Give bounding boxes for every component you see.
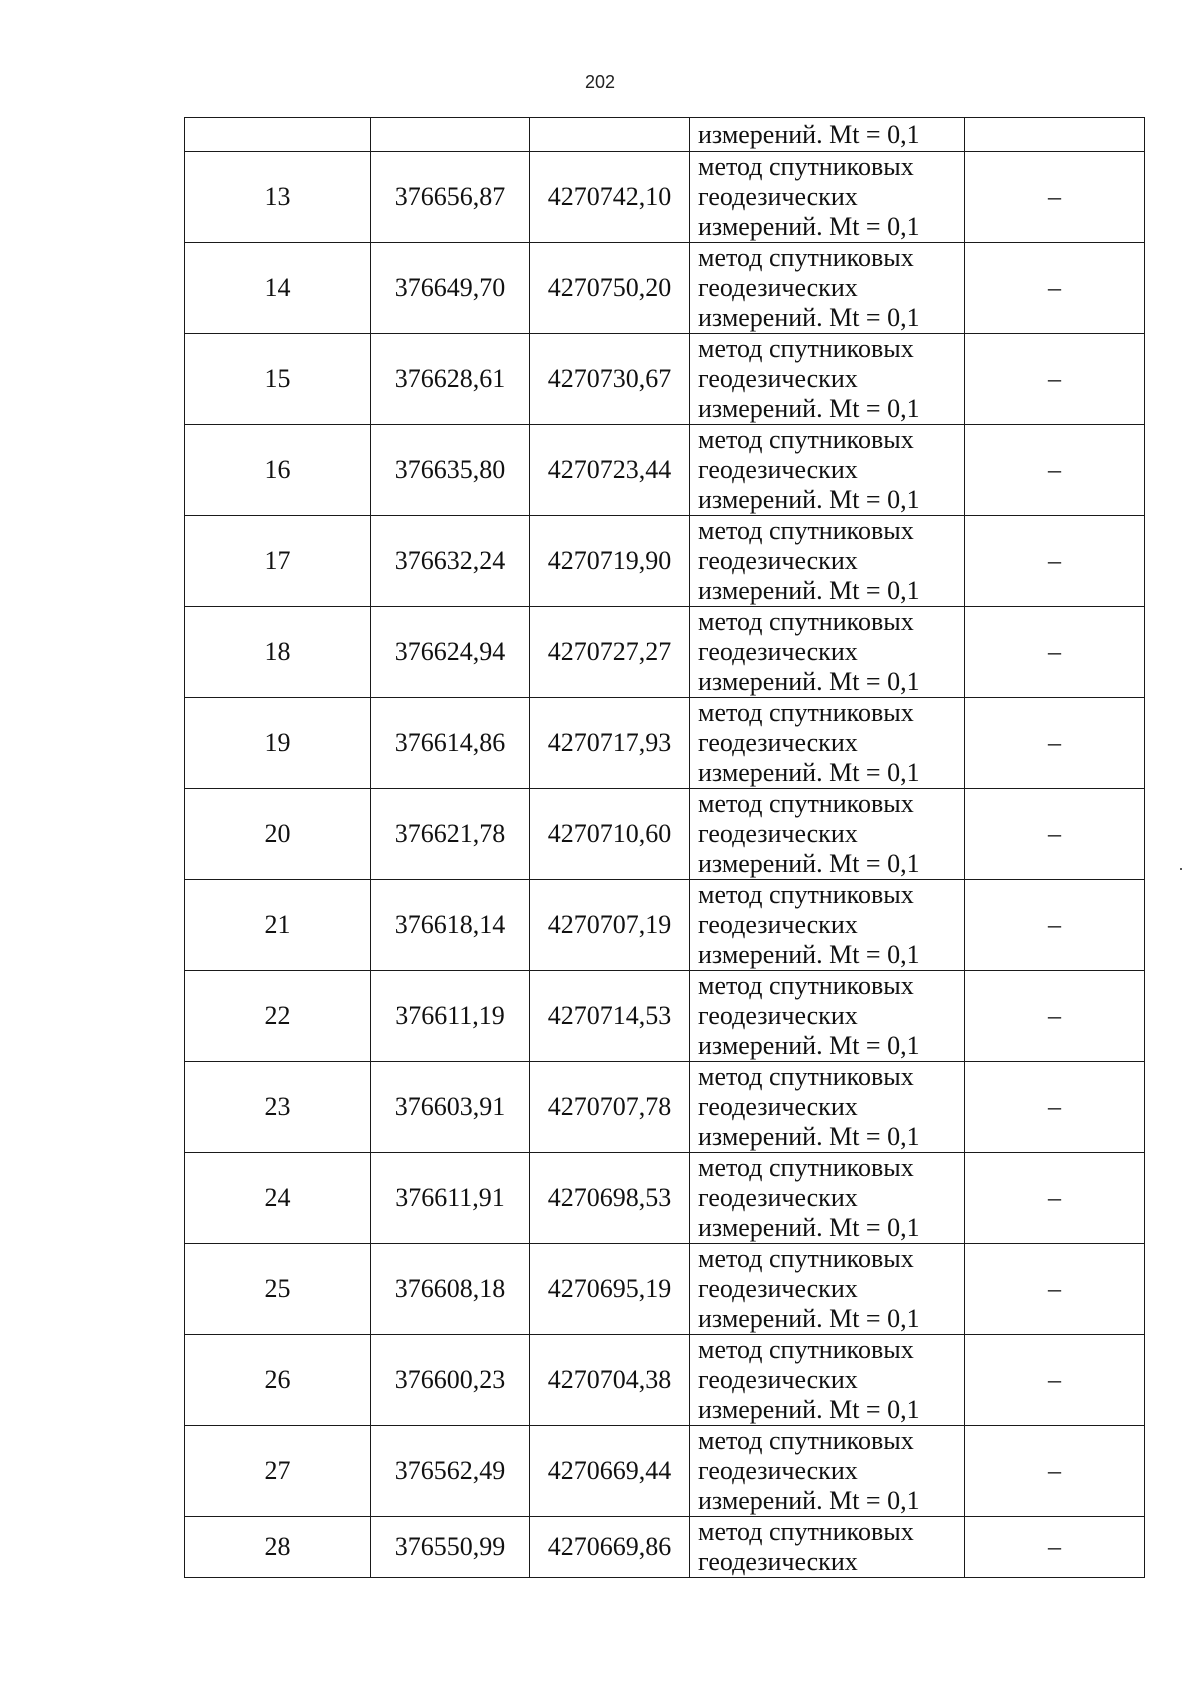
cell-accuracy: – xyxy=(965,1062,1145,1153)
cell-accuracy: – xyxy=(965,152,1145,243)
cell-accuracy: – xyxy=(965,1244,1145,1335)
table-row xyxy=(185,607,1145,698)
table-row xyxy=(185,880,1145,971)
cell-num: 18 xyxy=(185,607,371,698)
cell-num: 23 xyxy=(185,1062,371,1153)
cell-num: 24 xyxy=(185,1153,371,1244)
method-line: измерений. Mt = 0,1 xyxy=(698,1213,920,1242)
method-line: геодезических xyxy=(698,182,858,211)
cell-method xyxy=(690,1335,965,1426)
cell-y xyxy=(530,118,690,152)
cell-accuracy xyxy=(965,118,1145,152)
method-line: геодезических xyxy=(698,637,858,666)
cell-num: 27 xyxy=(185,1426,371,1517)
cell-y: 4270707,19 xyxy=(530,880,690,971)
method-line: измерений. Mt = 0,1 xyxy=(698,758,920,787)
method-line: метод спутниковых xyxy=(698,698,914,727)
cell-x: 376611,91 xyxy=(371,1153,530,1244)
method-line: метод спутниковых xyxy=(698,243,914,272)
table-row xyxy=(185,698,1145,789)
method-line: измерений. Mt = 0,1 xyxy=(698,576,920,605)
cell-accuracy: – xyxy=(965,698,1145,789)
cell-y: 4270730,67 xyxy=(530,334,690,425)
method-line: метод спутниковых xyxy=(698,607,914,636)
cell-method xyxy=(690,334,965,425)
cell-x: 376562,49 xyxy=(371,1426,530,1517)
method-line: геодезических xyxy=(698,273,858,302)
cell-accuracy: – xyxy=(965,334,1145,425)
cell-method xyxy=(690,425,965,516)
cell-x: 376550,99 xyxy=(371,1517,530,1578)
cell-method xyxy=(690,243,965,334)
method-line: метод спутниковых xyxy=(698,1153,914,1182)
cell-y: 4270723,44 xyxy=(530,425,690,516)
method-line: геодезических xyxy=(698,728,858,757)
method-line: геодезических xyxy=(698,455,858,484)
cell-num: 14 xyxy=(185,243,371,334)
cell-method xyxy=(690,971,965,1062)
cell-y: 4270750,20 xyxy=(530,243,690,334)
method-line: метод спутниковых xyxy=(698,1426,914,1455)
cell-y: 4270719,90 xyxy=(530,516,690,607)
cell-x: 376603,91 xyxy=(371,1062,530,1153)
table-row xyxy=(185,1426,1145,1517)
method-line: геодезических xyxy=(698,546,858,575)
cell-x: 376635,80 xyxy=(371,425,530,516)
cell-accuracy: – xyxy=(965,880,1145,971)
table-row xyxy=(185,243,1145,334)
cell-x: 376632,24 xyxy=(371,516,530,607)
cell-y: 4270742,10 xyxy=(530,152,690,243)
cell-method xyxy=(690,698,965,789)
cell-x: 376624,94 xyxy=(371,607,530,698)
cell-method xyxy=(690,880,965,971)
cell-accuracy: – xyxy=(965,1426,1145,1517)
cell-num: 16 xyxy=(185,425,371,516)
method-line: геодезических xyxy=(698,910,858,939)
method-line: геодезических xyxy=(698,1092,858,1121)
cell-num: 19 xyxy=(185,698,371,789)
cell-method: измерений. Mt = 0,1 xyxy=(690,118,965,152)
cell-method xyxy=(690,1153,965,1244)
cell-accuracy: – xyxy=(965,425,1145,516)
cell-y: 4270707,78 xyxy=(530,1062,690,1153)
cell-method xyxy=(690,152,965,243)
cell-x: 376628,61 xyxy=(371,334,530,425)
cell-x: 376611,19 xyxy=(371,971,530,1062)
cell-x xyxy=(371,118,530,152)
cell-accuracy: – xyxy=(965,516,1145,607)
method-line: геодезических xyxy=(698,1274,858,1303)
cell-accuracy: – xyxy=(965,1335,1145,1426)
cell-num: 17 xyxy=(185,516,371,607)
method-line: измерений. Mt = 0,1 xyxy=(698,1031,920,1060)
cell-y: 4270717,93 xyxy=(530,698,690,789)
method-line: геодезических xyxy=(698,1183,858,1212)
method-line: геодезических xyxy=(698,1001,858,1030)
cell-method xyxy=(690,1517,965,1578)
method-line: метод спутниковых xyxy=(698,1062,914,1091)
cell-y: 4270714,53 xyxy=(530,971,690,1062)
method-line: метод спутниковых xyxy=(698,971,914,1000)
method-line: геодезических xyxy=(698,819,858,848)
method-line: измерений. Mt = 0,1 xyxy=(698,940,920,969)
table-row xyxy=(185,516,1145,607)
cell-method xyxy=(690,607,965,698)
cell-num: 22 xyxy=(185,971,371,1062)
cell-accuracy: – xyxy=(965,971,1145,1062)
cell-x: 376621,78 xyxy=(371,789,530,880)
cell-x: 376614,86 xyxy=(371,698,530,789)
table-row xyxy=(185,1517,1145,1578)
table-row xyxy=(185,425,1145,516)
table-row xyxy=(185,971,1145,1062)
cell-accuracy: – xyxy=(965,243,1145,334)
cell-x: 376656,87 xyxy=(371,152,530,243)
cell-num xyxy=(185,118,371,152)
method-line: измерений. Mt = 0,1 xyxy=(698,1304,920,1333)
method-line: метод спутниковых xyxy=(698,152,914,181)
page-number: 202 xyxy=(584,72,616,92)
cell-num: 26 xyxy=(185,1335,371,1426)
cell-x: 376618,14 xyxy=(371,880,530,971)
method-line: метод спутниковых xyxy=(698,880,914,909)
continuation-row xyxy=(185,118,1145,152)
method-line: измерений. Mt = 0,1 xyxy=(698,485,920,514)
method-line: измерений. Mt = 0,1 xyxy=(698,849,920,878)
method-line: измерений. Mt = 0,1 xyxy=(698,1486,920,1515)
table-row xyxy=(185,334,1145,425)
cell-num: 15 xyxy=(185,334,371,425)
method-line: измерений. Mt = 0,1 xyxy=(698,667,920,696)
table-row xyxy=(185,1153,1145,1244)
cell-accuracy: – xyxy=(965,1517,1145,1578)
coordinates-table xyxy=(184,117,1145,1578)
cell-x: 376649,70 xyxy=(371,243,530,334)
method-line: метод спутниковых xyxy=(698,1335,914,1364)
method-line: геодезических xyxy=(698,364,858,393)
cell-num: 21 xyxy=(185,880,371,971)
cell-method xyxy=(690,789,965,880)
scan-speck xyxy=(1180,868,1182,870)
cell-accuracy: – xyxy=(965,1153,1145,1244)
cell-num: 20 xyxy=(185,789,371,880)
cell-accuracy: – xyxy=(965,789,1145,880)
method-line: метод спутниковых xyxy=(698,516,914,545)
cell-y: 4270727,27 xyxy=(530,607,690,698)
table-row xyxy=(185,1062,1145,1153)
cell-y: 4270669,86 xyxy=(530,1517,690,1578)
method-line: геодезических xyxy=(698,1547,858,1576)
method-line: измерений. Mt = 0,1 xyxy=(698,1395,920,1424)
method-line: измерений. Mt = 0,1 xyxy=(698,212,920,241)
method-line: измерений. Mt = 0,1 xyxy=(698,303,920,332)
cell-num: 28 xyxy=(185,1517,371,1578)
method-line: метод спутниковых xyxy=(698,1517,914,1546)
cell-method xyxy=(690,1062,965,1153)
method-line: метод спутниковых xyxy=(698,789,914,818)
cell-num: 13 xyxy=(185,152,371,243)
cell-x: 376608,18 xyxy=(371,1244,530,1335)
method-line: измерений. Mt = 0,1 xyxy=(698,1122,920,1151)
table-row xyxy=(185,152,1145,243)
cell-y: 4270669,44 xyxy=(530,1426,690,1517)
cell-y: 4270698,53 xyxy=(530,1153,690,1244)
cell-method xyxy=(690,516,965,607)
method-line: метод спутниковых xyxy=(698,1244,914,1273)
method-line: геодезических xyxy=(698,1456,858,1485)
cell-method xyxy=(690,1244,965,1335)
method-line: метод спутниковых xyxy=(698,334,914,363)
cell-y: 4270704,38 xyxy=(530,1335,690,1426)
cell-y: 4270695,19 xyxy=(530,1244,690,1335)
table-row xyxy=(185,1244,1145,1335)
cell-num: 25 xyxy=(185,1244,371,1335)
method-line: геодезических xyxy=(698,1365,858,1394)
cell-y: 4270710,60 xyxy=(530,789,690,880)
cell-accuracy: – xyxy=(965,607,1145,698)
method-line: измерений. Mt = 0,1 xyxy=(698,394,920,423)
cell-method xyxy=(690,1426,965,1517)
method-line: метод спутниковых xyxy=(698,425,914,454)
table-row xyxy=(185,789,1145,880)
table-row xyxy=(185,1335,1145,1426)
cell-x: 376600,23 xyxy=(371,1335,530,1426)
